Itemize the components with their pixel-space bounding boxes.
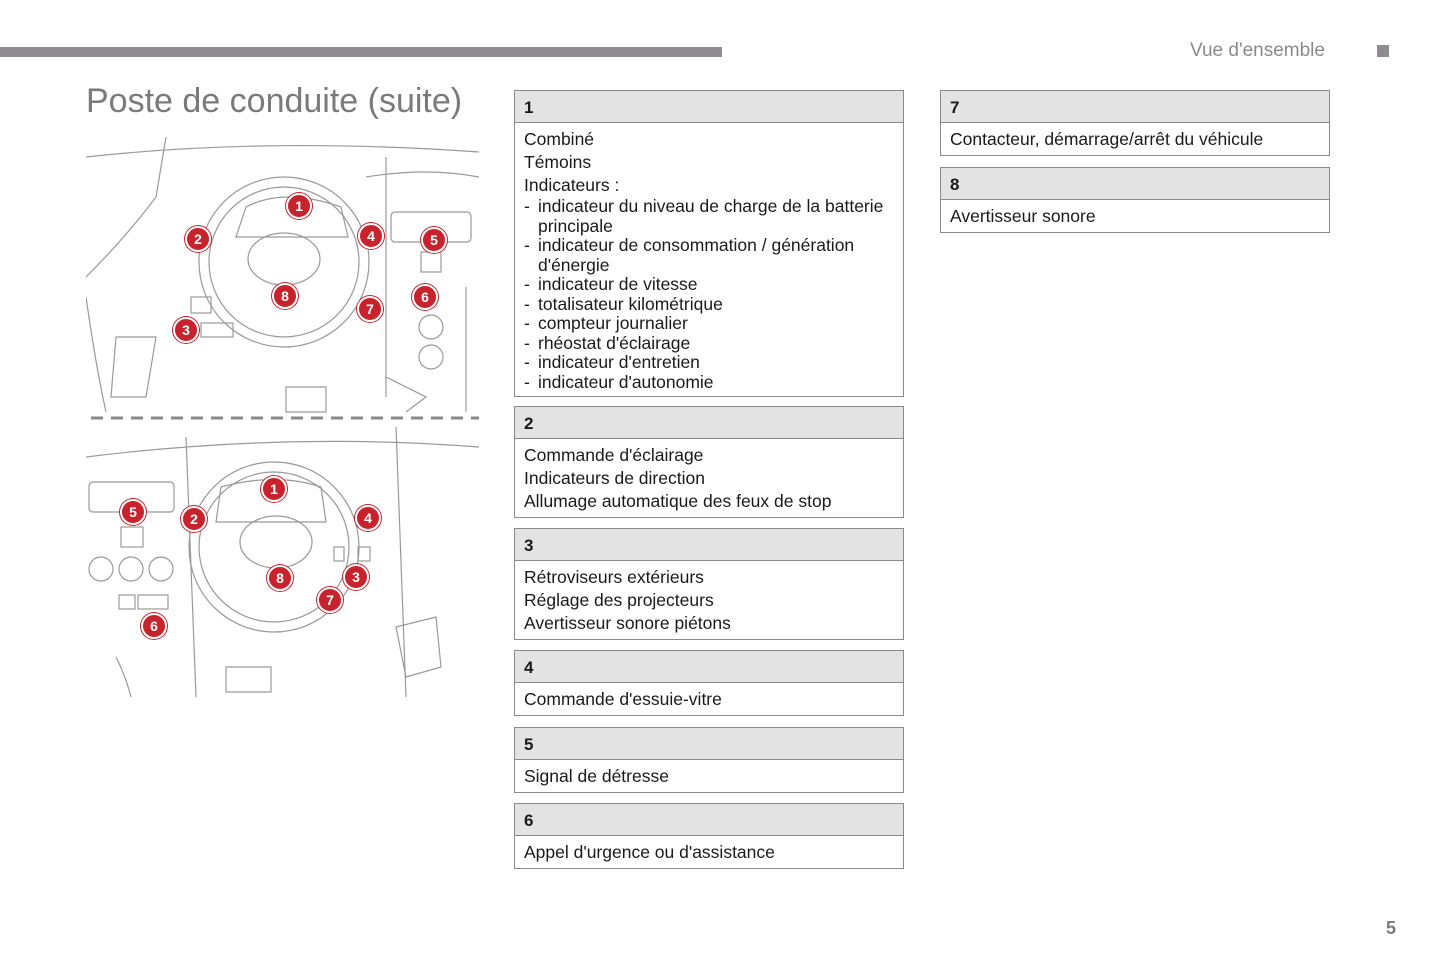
box-number: 8 bbox=[941, 168, 1329, 200]
box-number: 5 bbox=[515, 728, 903, 760]
legend-box-2 bbox=[514, 406, 904, 518]
bullet-text: rhéostat d'éclairage bbox=[538, 332, 691, 353]
legend-box-6 bbox=[514, 803, 904, 869]
bullet-text: totalisateur kilométrique bbox=[538, 293, 723, 314]
box-number: 6 bbox=[515, 804, 903, 836]
box-number: 3 bbox=[515, 529, 903, 561]
section-title: Vue d'ensemble bbox=[1190, 40, 1325, 61]
box-line: Réglage des projecteurs bbox=[524, 590, 714, 610]
box-line: Rétroviseurs extérieurs bbox=[524, 567, 704, 587]
box-line: Indicateurs : bbox=[524, 175, 620, 195]
bullet-item: - totalisateur kilométrique bbox=[524, 293, 723, 314]
dashboard-illustration bbox=[86, 137, 479, 697]
box-line: Commande d'éclairage bbox=[524, 445, 704, 465]
bullet-item: - indicateur d'autonomie bbox=[524, 371, 714, 392]
dashboard-drawing bbox=[86, 137, 479, 697]
page-title: Poste de conduite (suite) bbox=[86, 82, 463, 120]
box-line: Appel d'urgence ou d'assistance bbox=[524, 842, 775, 862]
header-bar bbox=[0, 47, 722, 57]
marker-6: 6 bbox=[141, 613, 167, 639]
box-line: Témoins bbox=[524, 152, 592, 172]
bullet-text: indicateur de consommation / génération d'énergie bbox=[538, 235, 855, 275]
marker-2: 2 bbox=[181, 506, 207, 532]
box-number: 4 bbox=[515, 651, 903, 683]
legend-box-5 bbox=[514, 727, 904, 793]
marker-7: 7 bbox=[317, 587, 343, 613]
box-line: Allumage automatique des feux de stop bbox=[524, 491, 832, 511]
marker-5: 5 bbox=[421, 227, 447, 253]
marker-4: 4 bbox=[355, 505, 381, 531]
legend-box-4 bbox=[514, 650, 904, 716]
bullet-text: indicateur d'autonomie bbox=[538, 371, 714, 392]
box-line: Indicateurs de direction bbox=[524, 468, 705, 488]
bullet-text: indicateur d'entretien bbox=[538, 352, 700, 372]
marker-3: 3 bbox=[343, 564, 369, 590]
bullet-item: - indicateur d'entretien bbox=[524, 352, 700, 372]
bullet-item: - indicateur de consommation / génération d'énergie bbox=[524, 236, 894, 275]
page-number: 5 bbox=[1386, 918, 1397, 938]
bullet-item: - compteur journalier bbox=[524, 313, 688, 333]
bullet-text: compteur journalier bbox=[538, 313, 688, 333]
bullet-text: indicateur du niveau de charge de la batterie principale bbox=[538, 196, 884, 236]
box-number: 1 bbox=[515, 91, 903, 123]
bullet-text: indicateur de vitesse bbox=[538, 274, 698, 294]
marker-4: 4 bbox=[358, 223, 384, 249]
box-line: Combiné bbox=[524, 129, 595, 149]
marker-2: 2 bbox=[185, 226, 211, 252]
box-number: 7 bbox=[941, 91, 1329, 123]
marker-5: 5 bbox=[120, 499, 146, 525]
legend-box-7 bbox=[940, 90, 1330, 156]
box-line: Avertisseur sonore piétons bbox=[524, 613, 731, 633]
bullet-item: - indicateur du niveau de charge de la batterie principale bbox=[524, 197, 894, 236]
legend-box-1 bbox=[514, 90, 904, 397]
legend-box-8 bbox=[940, 167, 1330, 233]
box-line: Contacteur, démarrage/arrêt du véhicule bbox=[950, 129, 1264, 149]
bullet-item: - indicateur de vitesse bbox=[524, 274, 698, 294]
marker-1: 1 bbox=[286, 193, 312, 219]
marker-6: 6 bbox=[412, 284, 438, 310]
legend-box-3 bbox=[514, 528, 904, 640]
box-line: Signal de détresse bbox=[524, 766, 669, 786]
marker-8: 8 bbox=[272, 283, 298, 309]
marker-8: 8 bbox=[267, 565, 293, 591]
box-line: Commande d'essuie-vitre bbox=[524, 689, 722, 709]
bullet-item: - rhéostat d'éclairage bbox=[524, 332, 691, 353]
marker-1: 1 bbox=[261, 476, 287, 502]
marker-3: 3 bbox=[173, 317, 199, 343]
section-marker bbox=[1377, 45, 1389, 57]
box-line: Avertisseur sonore bbox=[950, 206, 1096, 226]
marker-7: 7 bbox=[357, 296, 383, 322]
box-number: 2 bbox=[515, 407, 903, 439]
